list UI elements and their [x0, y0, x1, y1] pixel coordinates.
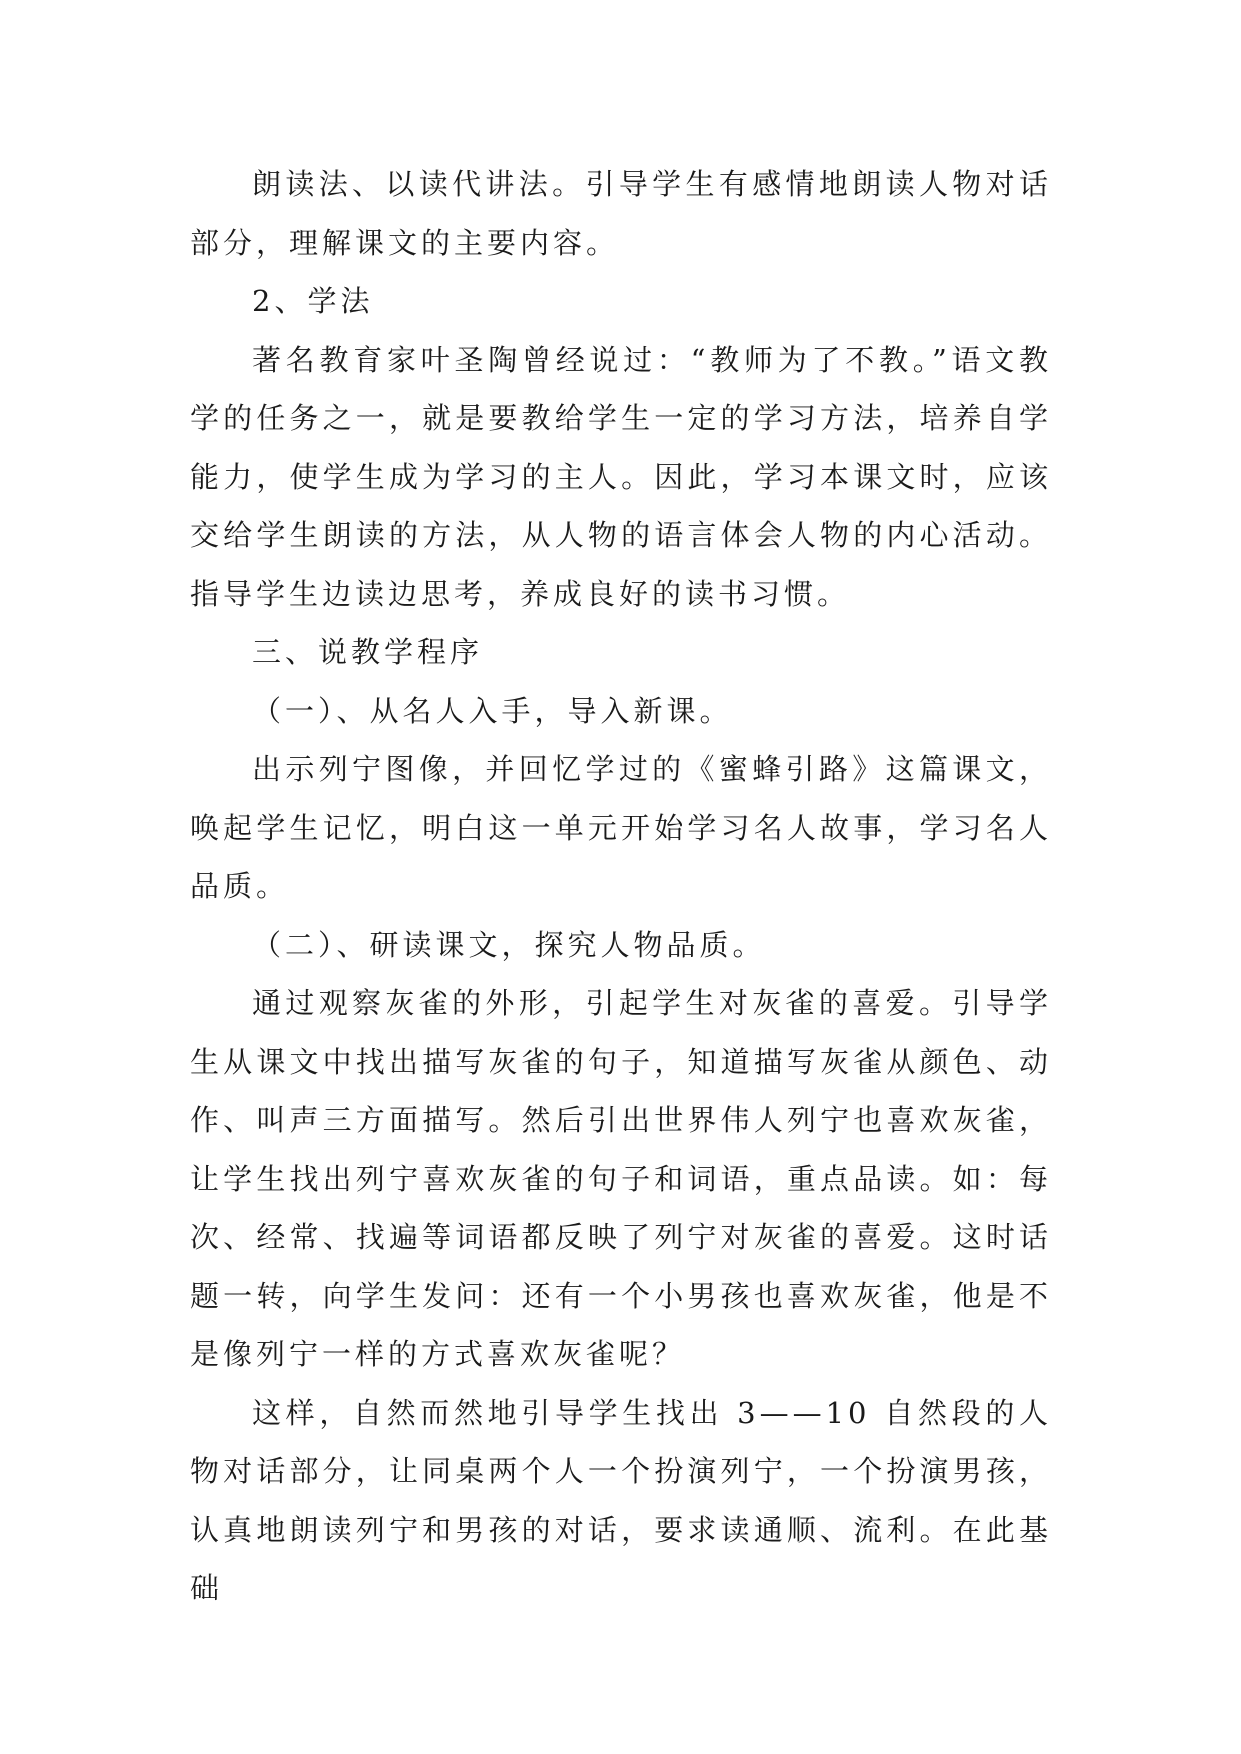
paragraph-study-method: 著名教育家叶圣陶曾经说过：“教师为了不教。”语文教学的任务之一，就是要教给学生一定的学习方法，培养自学能力，使学生成为学习的主人。因此，学习本课文时，应该交给学生朗读的方法，从人物的语言体会人物的内心活动。指导学生边读边思考，养成良好的读书习惯。: [190, 342, 1052, 611]
heading-section-one: （一）、从名人入手，导入新课。: [252, 693, 733, 728]
heading-teaching-procedure: 三、说教学程序: [252, 635, 484, 669]
heading-study-method: 2、学法: [252, 284, 374, 318]
heading-section-two: （二）、研读课文，探究人物品质。: [252, 927, 766, 962]
paragraph-teaching-method: 朗读法、以读代讲法。引导学生有感情地朗读人物对话部分，理解课文的主要内容。: [190, 167, 1052, 260]
paragraph-dialogue-reading: 这样，自然而然地引导学生找出 3——10 自然段的人物对话部分，让同桌两个人一个扮演列宁，一个扮演男孩，认真地朗读列宁和男孩的对话，要求读通顺、流利。在此基础: [190, 1395, 1052, 1605]
paragraph-section-two: 通过观察灰雀的外形，引起学生对灰雀的喜爱。引导学生从课文中找出描写灰雀的句子，知道描写灰雀从颜色、动作、叫声三方面描写。然后引出世界伟人列宁也喜欢灰雀，让学生找出列宁喜欢灰雀的句子和词语，重点品读。如：每次、经常、找遍等词语都反映了列宁对灰雀的喜爱。这时话题一转，向学生发问：还有一个小男孩也喜欢灰雀，他是不是像列宁一样的方式喜欢灰雀呢？: [190, 986, 1052, 1371]
paragraph-section-one: 出示列宁图像，并回忆学过的《蜜蜂引路》这篇课文，唤起学生记忆，明白这一单元开始学习名人故事，学习名人品质。: [190, 752, 1052, 903]
document-page: [190, 155, 1052, 1618]
